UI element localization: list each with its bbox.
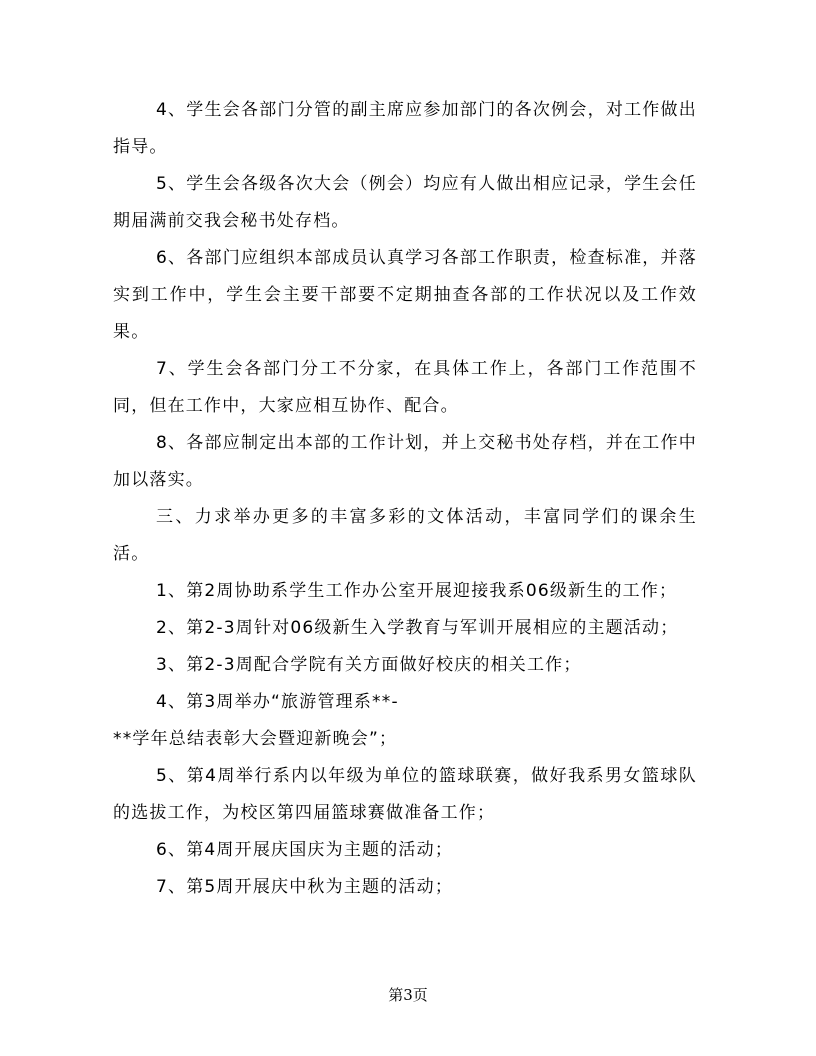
paragraph-item-5-records: 5、学生会各级各次大会（例会）均应有人做出相应记录，学生会任期届满前交我会秘书处存档。 (113, 174, 697, 231)
list-item-week-4-basketball: 5、第4周举行系内以年级为单位的篮球联赛，做好我系男女篮球队的选拔工作，为校区第四届篮球赛做准备工作； (113, 766, 697, 823)
list-item-week-3-continued: **学年总结表彰大会暨迎新晚会”； (113, 729, 398, 749)
paragraph-item-7-cooperation: 7、学生会各部门分工不分家，在具体工作上，各部门工作范围不同，但在工作中，大家应相互协作、配合。 (113, 359, 697, 416)
paragraph-item-6-study: 6、各部门应组织本部成员认真学习各部工作职责，检查标准，并落实到工作中，学生会主要干部要不定期抽查各部的工作状况以及工作效果。 (113, 248, 697, 342)
document-body (113, 92, 697, 906)
list-item-week-5-mid-autumn: 7、第5周开展庆中秋为主题的活动； (156, 877, 454, 897)
list-item-week-3: 4、第3周举办“旅游管理系**- (156, 692, 399, 712)
list-item-week-4-national-day: 6、第4周开展庆国庆为主题的活动； (156, 840, 454, 860)
list-item-week-2-3-orientation: 2、第2-3周针对06级新生入学教育与军训开展相应的主题活动； (156, 618, 679, 638)
page-number: 第3页 (388, 986, 428, 1004)
paragraph-item-4-supervision: 4、学生会各部门分管的副主席应参加部门的各次例会，对工作做出指导。 (113, 100, 697, 157)
section-heading-three: 三、力求举办更多的丰富多彩的文体活动，丰富同学们的课余生活。 (113, 507, 697, 564)
paragraph-item-8-plan: 8、各部应制定出本部的工作计划，并上交秘书处存档，并在工作中加以落实。 (113, 433, 697, 490)
list-item-week-2-3-anniversary: 3、第2-3周配合学院有关方面做好校庆的相关工作； (156, 655, 582, 675)
list-item-week-2: 1、第2周协助系学生工作办公室开展迎接我系06级新生的工作； (156, 581, 678, 601)
